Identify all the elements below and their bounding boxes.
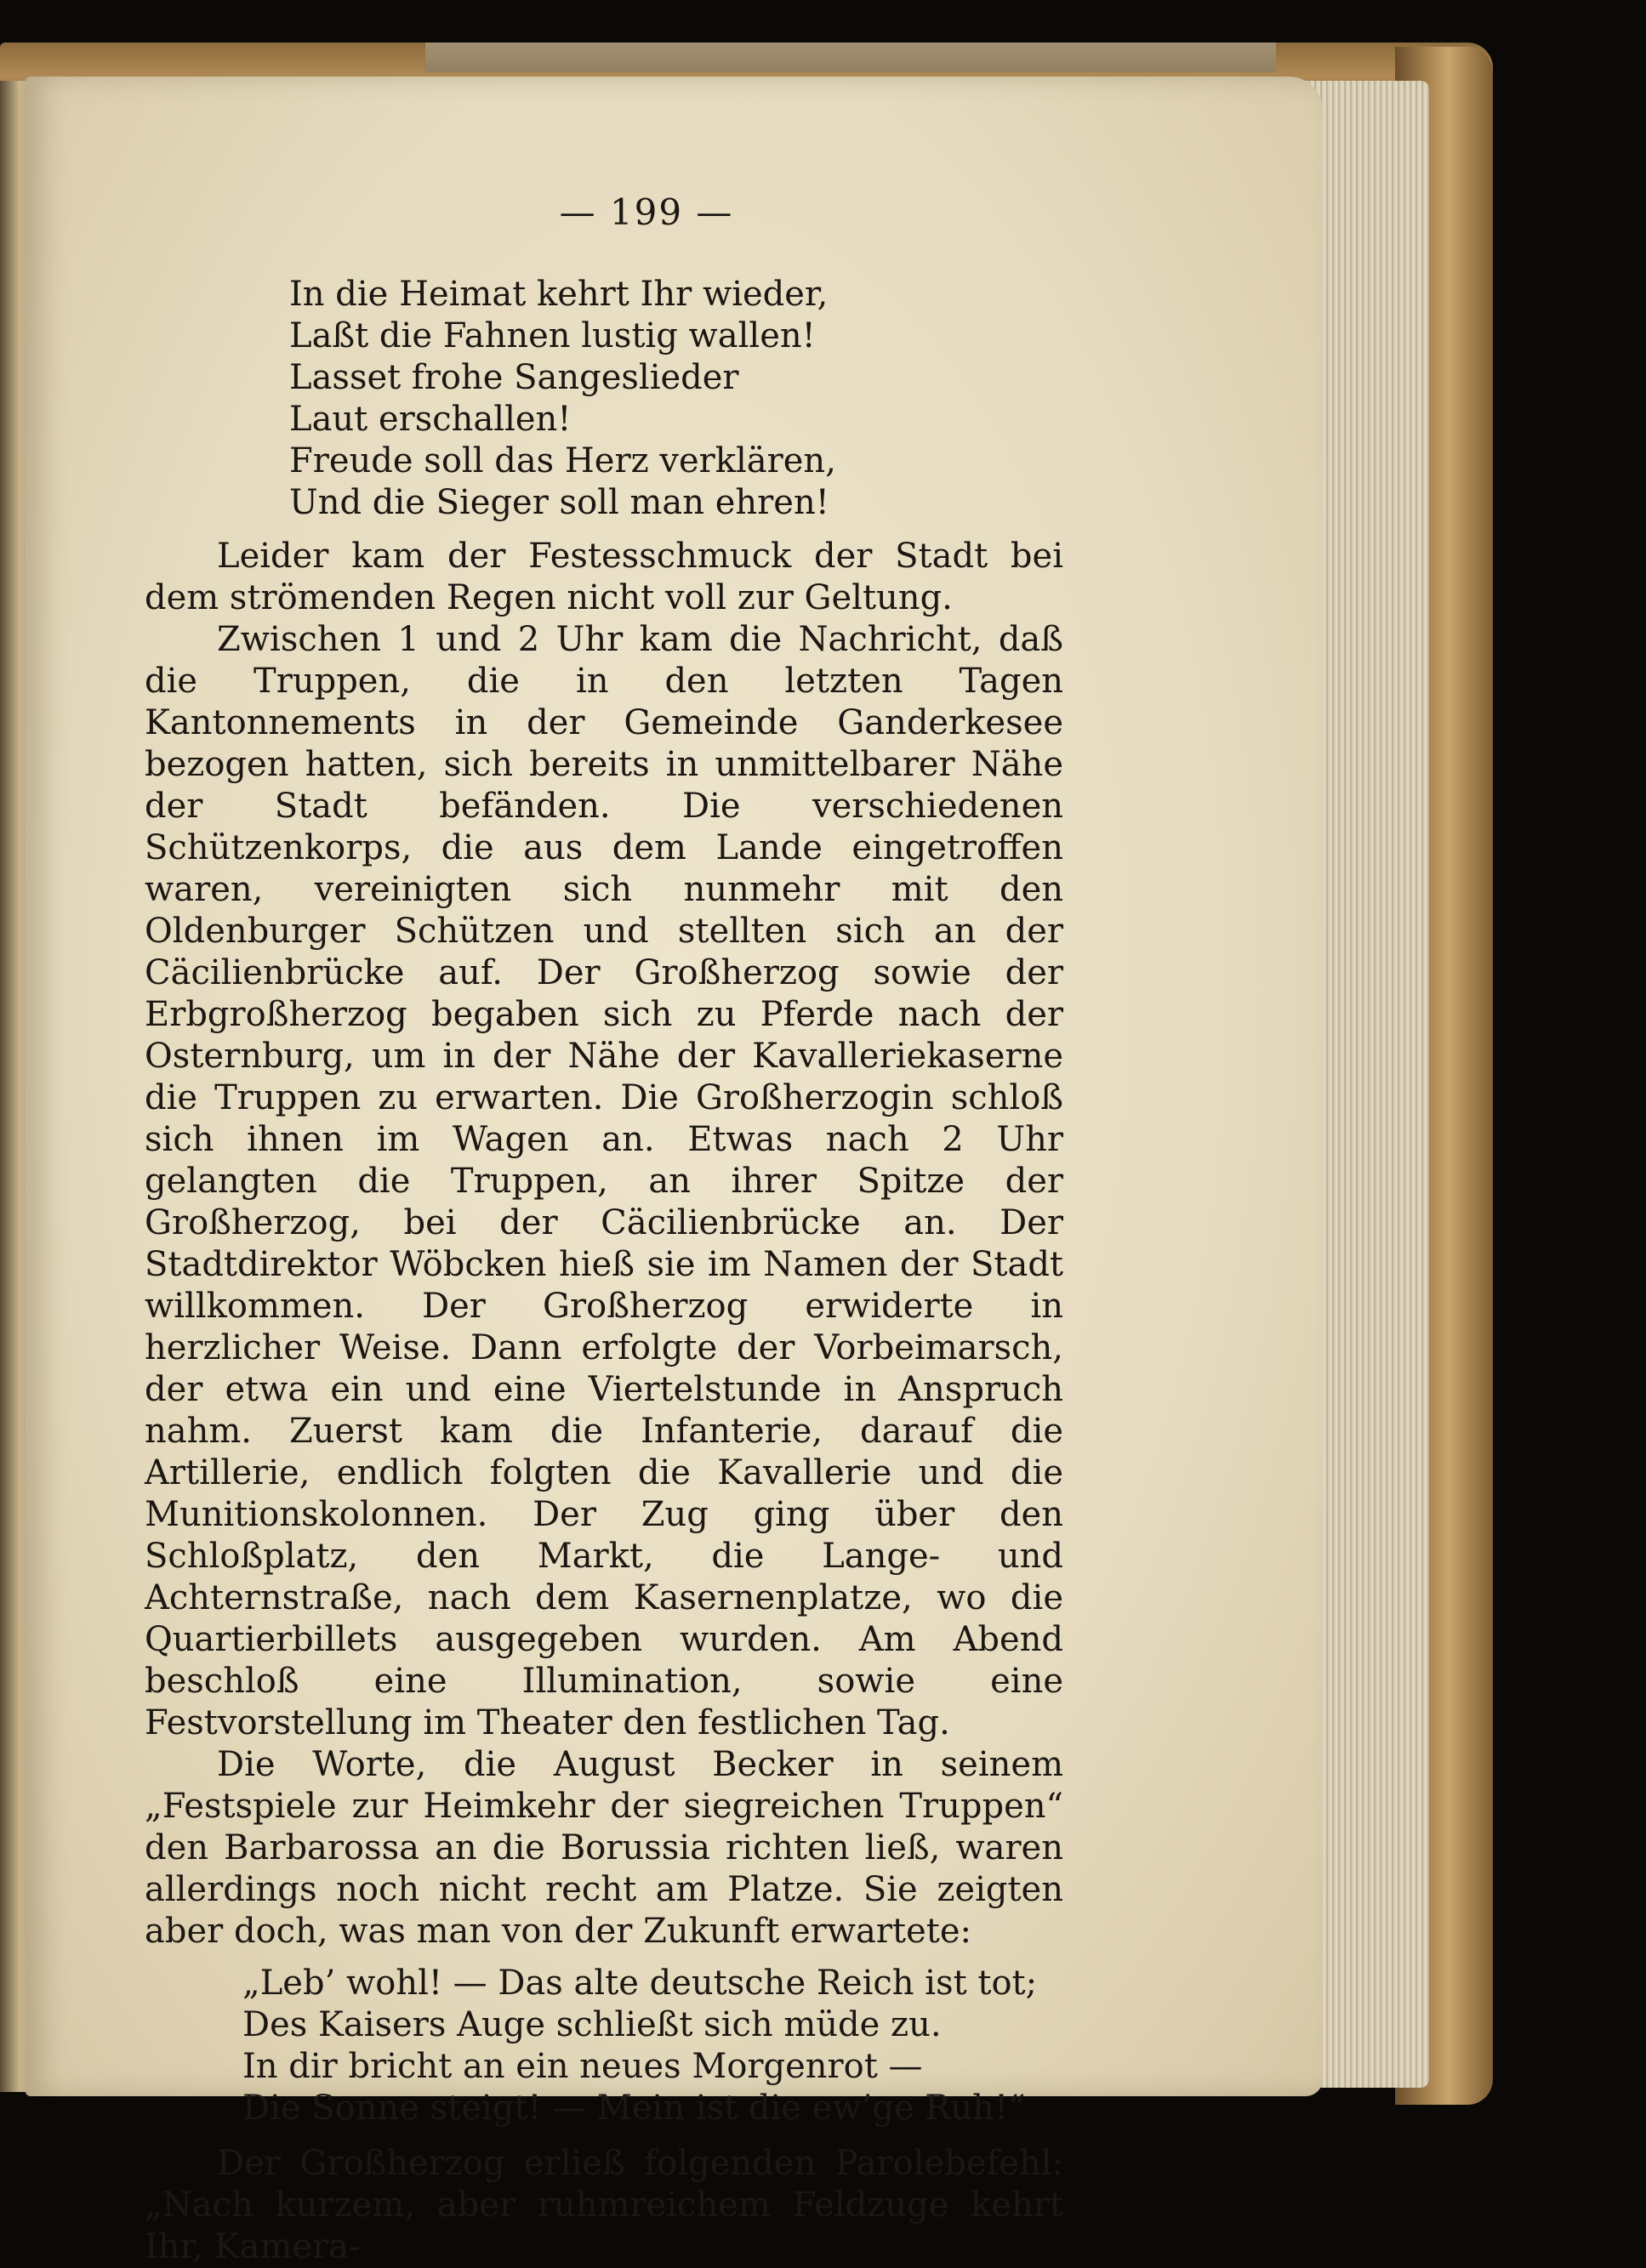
verse-line: Lasset frohe Sangeslieder bbox=[289, 358, 739, 397]
poem-quote-barbarossa bbox=[242, 1963, 1063, 2129]
verse-line: Des Kaisers Auge schließt sich müde zu. bbox=[242, 2005, 942, 2044]
verse-line: In die Heimat kehrt Ihr wieder, bbox=[289, 275, 829, 314]
verse-line: Freude soll das Herz verklären, bbox=[289, 441, 836, 480]
verse-line: „Leb’ wohl! — Das alte deutsche Reich ist tot; bbox=[242, 1964, 1038, 2003]
page-content bbox=[145, 191, 1063, 2268]
poem-stanza-1 bbox=[289, 274, 1063, 524]
paragraph-august-becker: Die Worte, die August Becker in seinem „Festspiele zur Heimkehr der siegreichen Truppen“ den Barbarossa an die Borussia richten ließ, waren allerdings noch nicht recht am Platze. Sie zeigten aber doch, was man von der Zukunft erwartete: bbox=[145, 1745, 1063, 1951]
paragraph-truppen-einzug: Zwischen 1 und 2 Uhr kam die Nachricht, daß die Truppen, die in den letzten Tagen Kantonnements in der Gemeinde Ganderkesee bezogen hatten, sich bereits in unmittelbarer Nähe der Stadt befänden. Die verschiedenen Schützenkorps, die aus dem Lande eingetroffen waren, vereinigten sich nunmehr mit den Oldenburger Schützen und stellten sich an der Cäcilienbrücke auf. Der Großherzog sowie der Erbgroßherzog begaben sich zu Pferde nach der Osternburg, um in der Nähe der Kavalleriekaserne die Truppen zu erwarten. Die Großherzogin schloß sich ihnen im Wagen an. Etwas nach 2 Uhr gelangten die Truppen, an ihrer Spitze der Großherzog, bei der Cäcilienbrücke an. Der Stadtdirektor Wöbcken hieß sie im Namen der Stadt willkommen. Der Großherzog erwiderte in herzlicher Weise. Dann erfolgte der Vorbeimarsch, der etwa ein und eine Viertelstunde in Anspruch nahm. Zuerst kam die Infanterie, darauf die Artillerie, endlich folgten die Kavallerie und die Munitionskolonnen. Der Zug ging über den Schloßplatz, den Markt, die Lange- und Achternstraße, nach dem Kasernenplatze, wo die Quartierbillets ausgegeben wurden. Am Abend beschloß eine Illumination, sowie eine Festvorstellung im Theater den festlichen Tag. bbox=[145, 620, 1063, 1742]
paragraph-festschmuck: Leider kam der Festesschmuck der Stadt bei dem strömenden Regen nicht voll zur Geltung. bbox=[145, 537, 1063, 617]
book-spine-band bbox=[425, 43, 1276, 72]
paragraph-parolebefehl: Der Großherzog erließ folgenden Parolebefehl: „Nach kurzem, aber ruhmreichem Feldzuge kehrt Ihr, Kamera- bbox=[145, 2144, 1063, 2266]
verse-line: Laut erschallen! bbox=[289, 400, 572, 439]
verse-line: In dir bricht an ein neues Morgenrot — bbox=[242, 2047, 923, 2086]
verse-line: Laßt die Fahnen lustig wallen! bbox=[289, 316, 816, 355]
page-number: — 199 — bbox=[559, 191, 734, 233]
verse-line: Und die Sieger soll man ehren! bbox=[289, 483, 829, 522]
verse-line: Die Sonne steigt! — Mein ist die ew’ge Ruh!“ bbox=[242, 2089, 1026, 2128]
